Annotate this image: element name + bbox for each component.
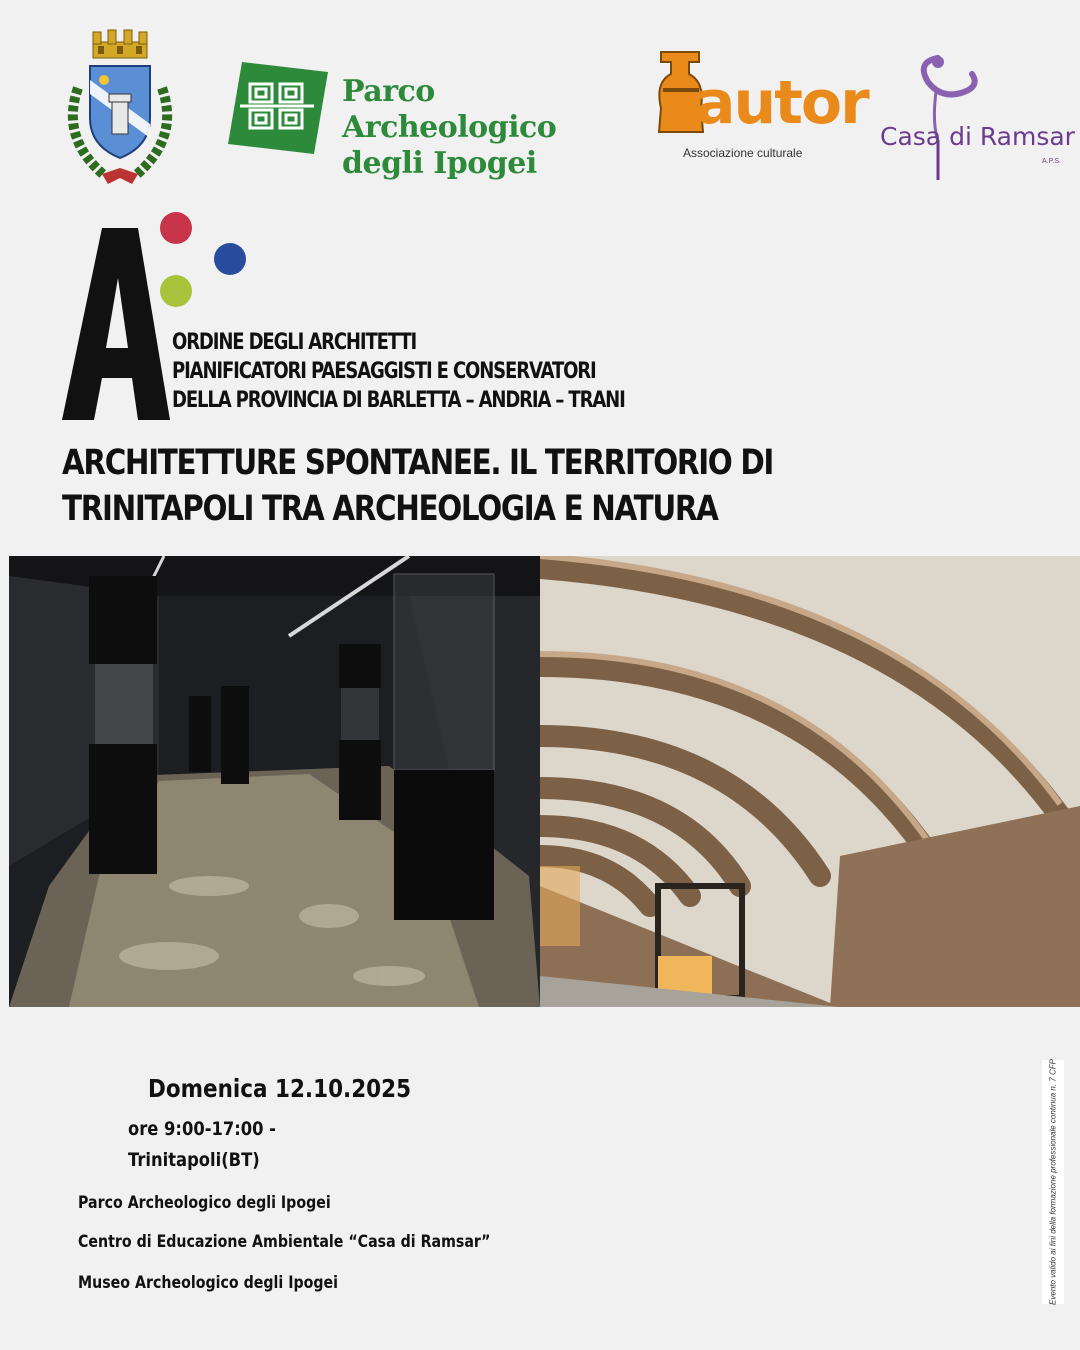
parco-maze-icon (228, 62, 328, 154)
event-title (62, 440, 773, 532)
casa-di-ramsar-logo (876, 52, 1075, 184)
ramsar-word-casa: Casa (880, 122, 942, 151)
parco-logo-line2: degli Ipogei (342, 146, 537, 181)
red-dot-icon (160, 212, 192, 244)
parco-archeologico-logo (228, 62, 628, 181)
ramsar-word-rest: di Ramsar (949, 122, 1075, 151)
autor-subtitle: Associazione culturale (683, 146, 803, 160)
museum-interior-photo (9, 556, 540, 1007)
parco-logo-line1: Parco Archeologico (342, 74, 557, 145)
venue-item: Museo Archeologico degli Ipogei (78, 1273, 339, 1292)
cfp-note: Evento valido ai fini della formazione professionale continua n. 7 CFP (1048, 1059, 1058, 1305)
event-title-line2: TRINITAPOLI TRA ARCHEOLOGIA E NATURA (62, 489, 718, 529)
ramsar-aps: A.P.S. (1042, 158, 1061, 165)
autor-logo (655, 48, 868, 166)
ordine-line-2: PIANIFICATORI PAESAGGISTI E CONSERVATORI (172, 359, 596, 384)
ordine-line-1: ORDINE DEGLI ARCHITETTI (172, 330, 417, 355)
ramsar-wordmark (880, 122, 1075, 151)
venue-item: Centro di Educazione Ambientale “Casa di Ramsar” (78, 1232, 491, 1251)
municipal-crest-logo (60, 28, 180, 188)
cfp-note-box (1042, 1060, 1064, 1304)
event-hours: ore 9:00-17:00 - (128, 1118, 276, 1140)
event-date: Domenica 12.10.2025 (148, 1074, 412, 1103)
ordine-architetti-logo (62, 208, 682, 423)
event-title-line1: ARCHITETTURE SPONTANEE. IL TERRITORIO DI (62, 443, 773, 483)
blue-dot-icon (214, 243, 246, 275)
hypogeum-arches-photo (540, 556, 1080, 1007)
venue-item: Parco Archeologico degli Ipogei (78, 1193, 331, 1212)
green-dot-icon (160, 275, 192, 307)
event-place: Trinitapoli(BT) (128, 1149, 260, 1171)
ordine-line-3: DELLA PROVINCIA DI BARLETTA – ANDRIA – TRANI (172, 388, 625, 413)
autor-wordmark: autor (695, 68, 868, 138)
